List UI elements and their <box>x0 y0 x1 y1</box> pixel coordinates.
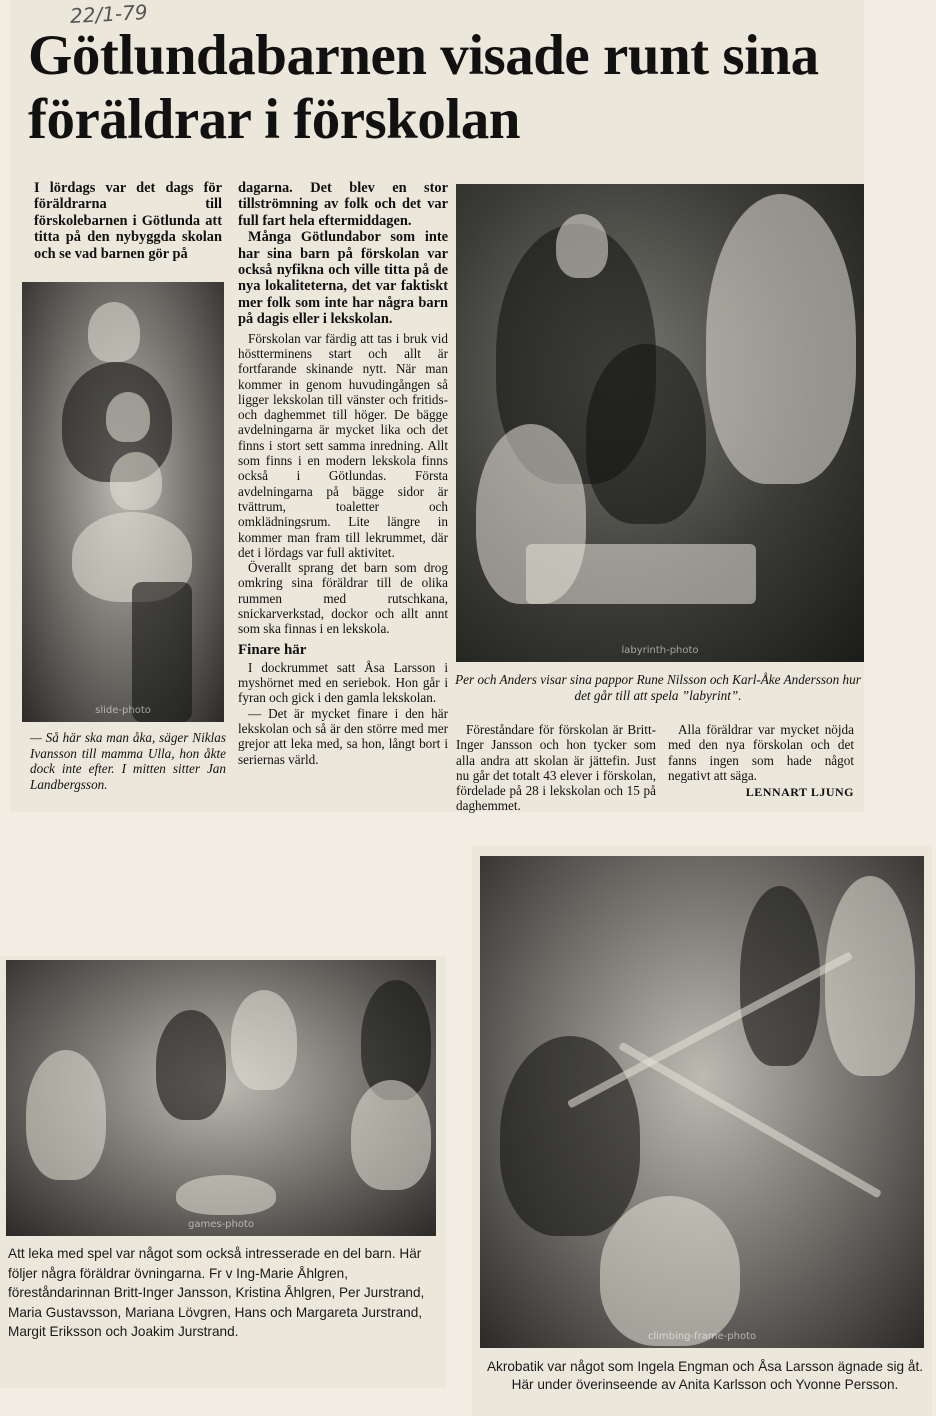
woman-figure <box>351 1080 431 1190</box>
boy-figure <box>586 344 706 524</box>
slide <box>132 582 192 722</box>
photo1-caption: — Så här ska man åka, säger Niklas Ivansson till mamma Ulla, hon åkte dock inte efter. I mitten sitter Jan Landbergsson. <box>30 730 226 792</box>
games-photo: games-photo <box>6 960 436 1236</box>
woman-figure-2 <box>825 876 915 1076</box>
photo2-caption: Per och Anders visar sina pappor Rune Nilsson och Karl-Åke Andersson hur det går till att spela ”labyrint”. <box>455 672 861 703</box>
handwritten-date: 22/1-79 <box>69 0 149 29</box>
child-figure-a <box>26 1050 106 1180</box>
adult-figure-a <box>156 1010 226 1120</box>
adult-figure-b <box>231 990 297 1090</box>
subheading: Finare här <box>238 641 307 658</box>
body-paragraph-6: Alla föräldrar var mycket nöjda med den nya förskolan och det fanns ingen som hade något negativt att säga. <box>668 722 854 783</box>
fruit-bowl <box>176 1175 276 1215</box>
article-column-4 <box>668 722 854 800</box>
body-paragraph-5: Föreståndare för förskolan är Britt-Inger Jansson och hon tycker som alla andra att skolan är jättefin. Just nu går det totalt 43 elever i förskolan, fördelade på 28 i lekskolan och 15 på daghemmet. <box>456 722 656 814</box>
headline: Götlundabarnen visade runt sina föräldrar i förskolan <box>28 24 819 151</box>
body-paragraph-4: — Det är mycket finare i den här lekskolan och så är den större med mer grejor att leka med, sa hon, långt bort i seriernas värld. <box>238 705 448 767</box>
labyrinth-photo: labyrinth-photo <box>456 184 864 662</box>
body-paragraph-2: Överallt sprang det barn som drog omkring sina föräldrar till de olika rummen med rutschkana, snickarverkstad, dockor och allt annt som ska finnas i en lekskola. <box>238 560 448 637</box>
climbing-frame-photo: climbing-frame-photo <box>480 856 924 1348</box>
father-figure-2 <box>706 194 856 484</box>
child-figure-2 <box>110 452 162 510</box>
article-column-2 <box>238 180 448 767</box>
photo4-caption: Akrobatik var något som Ingela Engman och Åsa Larsson ägnade sig åt. Här under överinseende av Anita Karlsson och Yvonne Persson. <box>486 1359 923 1392</box>
labyrinth-game <box>526 544 756 604</box>
father-head-1 <box>556 214 608 278</box>
slide-photo: slide-photo <box>22 282 224 722</box>
body-paragraph-3: I dockrummet satt Åsa Larsson i myshörnet med en seriebok. Hon går i fyran och gick i den gamla lekskolan. <box>238 659 448 706</box>
lead-column-1 <box>34 180 222 262</box>
lead-text-2a: dagarna. Det blev en stor tillströmning av folk och det var full fart hela eftermiddagen. <box>238 180 448 229</box>
child-figure-b <box>500 1036 640 1236</box>
body-paragraph-1: Förskolan var färdig att tas i bruk vid höstterminens start och allt är fortfarande skinande nytt. När man kommer in genom huvudingången så ligger lekskolan till vänster och fritids- och daghemmet till höger. De bägge avdelningarna är mycket lika och det finns i stort sett samma inredning. Allt som finns i en modern lekskola finns också i Götlundas. Första avdelningarna på bägge sidor är tvättrum, toaletter och omklädningsrum. Lite längre in kommer man fram till lekrummet, där det i lördags var full aktivitet. <box>238 330 448 560</box>
byline: LENNART LJUNG <box>745 785 854 800</box>
lead-text-1: I lördags var det dags för föräldrarna till förskolebarnen i Götlunda att titta på den nybyggda skolan och se vad barnen gör på <box>34 180 222 262</box>
child-figure-1 <box>106 392 150 442</box>
lead-text-2b: Många Götlundabor som inte har sina barn på förskolan var också nyfikna och ville titta på de nya lokaliteterna, det var faktiskt mer folk som inte har några barn på dagis eller i lekskolan. <box>238 229 448 328</box>
mother-figure <box>88 302 140 362</box>
photo3-caption: Att leka med spel var något som också intresserade en del barn. Här följer några föräldrar övningarna. Fr v Ing-Marie Åhlgren, föreståndarinnan Britt-Inger Jansson, Kristina Åhlgren, Per Jurstrand, Maria Gustavsson, Mariana Lövgren, Hans och Margareta Jurstrand, Margit Eriksson och Joakim Jurstrand. <box>8 1246 425 1339</box>
child-upside-down <box>600 1196 740 1346</box>
article-column-3 <box>456 722 656 814</box>
